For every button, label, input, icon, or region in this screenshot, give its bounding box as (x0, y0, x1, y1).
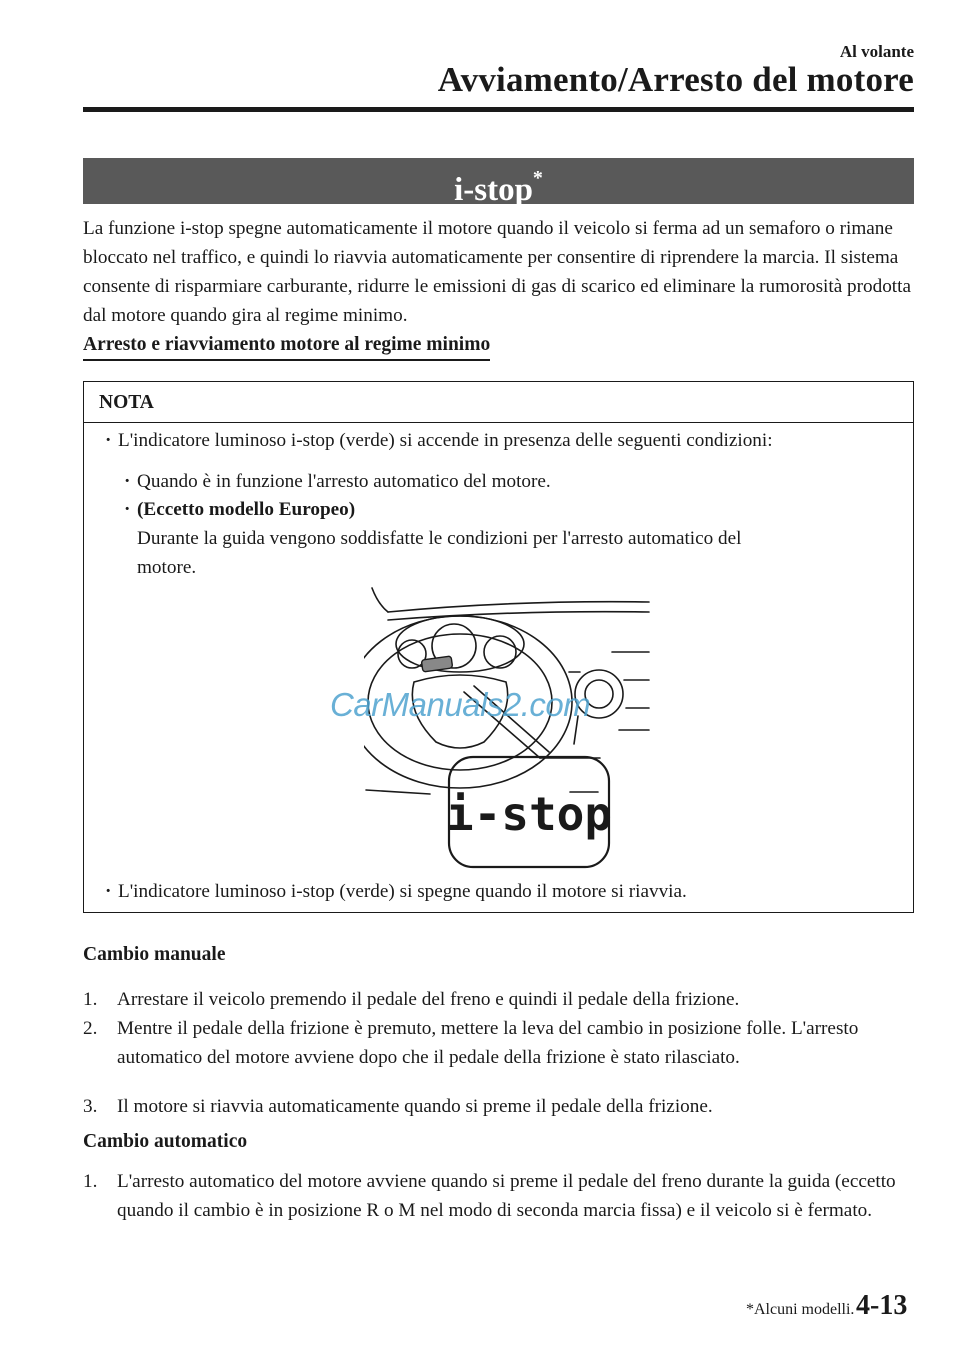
note-bullet-text: L'indicatore luminoso i-stop (verde) si spegne quando il motore si riavvia. (118, 881, 687, 902)
intro-paragraph: La funzione i-stop spegne automaticamente il motore quando il veicolo si ferma ad un semaforo o rimane bloccato nel traffico, e quindi lo riavvia automaticamente per consentire di riprendere la marcia. Il sistema consente di risparmiare carburante, ridurre le emissioni di gas di scarico ed eliminare la rumorosità prodotta dal motore quando gira al regime minimo. (83, 218, 911, 326)
note-bullet-text: L'indicatore luminoso i-stop (verde) si accende in presenza delle seguenti condizioni: (118, 430, 773, 451)
istop-label: i-stop (445, 787, 613, 841)
note-bullet (105, 877, 687, 906)
note-sub-bullet-text: Quando è in funzione l'arresto automatico del motore. (137, 471, 551, 492)
automatic-transmission-heading: Cambio automatico (83, 1131, 248, 1152)
section-banner (83, 158, 914, 208)
bullet-dot: · (105, 881, 112, 902)
banner-marker: * (532, 167, 543, 189)
list-item-number: 2. (83, 1018, 98, 1039)
note-bullet (105, 426, 773, 455)
list-item-number: 1. (83, 989, 98, 1010)
list-item-text: Arrestare il veicolo premendo il pedale del freno e quindi il pedale della frizione. (117, 989, 740, 1010)
note-sub-bullet-text: motore. (137, 557, 197, 578)
subheading: Arresto e riavviamento motore al regime minimo (83, 334, 490, 361)
bullet-dot: · (105, 430, 112, 451)
watermark: CarManuals2.com (330, 686, 591, 723)
list-item-text: Mentre il pedale della frizione è premuto, mettere la leva del cambio in posizione folle. L'arresto automatico del motore avviene dopo che il pedale della frizione è stato rilasciato. (117, 1018, 859, 1068)
istop-dashboard-illustration (364, 582, 664, 874)
list-item-text: L'arresto automatico del motore avviene quando si preme il pedale del freno durante la guida (eccetto quando il cambio è in posizione R o M nel modo di seconda marcia fissa) e il veicolo si è fermato. (117, 1171, 896, 1221)
footnote: *Alcuni modelli. (746, 1301, 855, 1318)
note-title: NOTA (84, 382, 913, 423)
page-number: 4-13 (856, 1290, 908, 1321)
page-title: Avviamento/Arresto del motore (437, 60, 914, 99)
manual-transmission-heading: Cambio manuale (83, 944, 226, 965)
header-section-label: Al volante (839, 42, 914, 61)
note-box (83, 381, 914, 913)
note-sub-bullet (124, 495, 742, 582)
bullet-dot: · (124, 471, 131, 492)
bullet-dot: · (124, 499, 131, 520)
header-divider (83, 107, 914, 112)
note-sub-bullet-text: Durante la guida vengono soddisfatte le condizioni per l'arresto automatico del (137, 528, 742, 549)
list-item-text: Il motore si riavvia automaticamente quando si preme il pedale della frizione. (117, 1096, 713, 1117)
banner-title: i-stop (454, 172, 533, 208)
list-item-number: 3. (83, 1096, 98, 1117)
note-sub-bullet-title: (Eccetto modello Europeo) (137, 499, 356, 520)
list-item-number: 1. (83, 1171, 98, 1192)
note-sub-bullet (124, 467, 551, 496)
